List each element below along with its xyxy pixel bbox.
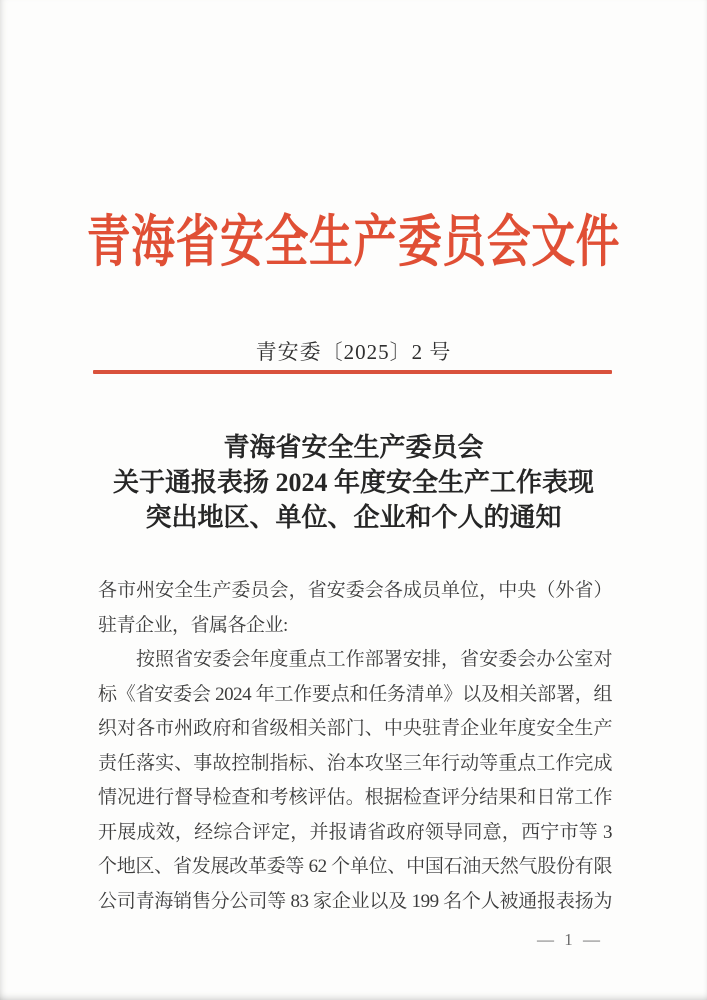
body-line: 责任落实、事故控制指标、治本攻坚三年行动等重点工作完成 — [98, 752, 612, 774]
body-line: 按照省安委会年度重点工作部署安排，省安委会办公室对 — [136, 649, 612, 670]
body-line: 公司青海销售分公司等 83 家企业以及 199 名个人被通报表扬为 — [98, 890, 612, 912]
body-line: 织对各市州政府和省级相关部门、中央驻青企业年度安全生产 — [98, 718, 612, 739]
document-body — [98, 574, 612, 919]
body-line: 开展成效，经综合评定，并报请省政府领导同意，西宁市等 3 — [98, 821, 612, 843]
document-title — [48, 430, 659, 535]
title-line: 突出地区、单位、企业和个人的通知 — [145, 503, 562, 532]
body-line: 驻青企业，省属各企业: — [98, 614, 288, 636]
body-line: 个地区、省发展改革委等 62 个单位、中国石油天然气股份有限 — [98, 856, 612, 877]
red-separator-rule — [93, 370, 612, 374]
letterhead-title: 青海省安全生产委员会文件 — [86, 212, 621, 274]
document-number: 青安委〔2025〕2 号 — [255, 340, 452, 364]
title-line: 关于通报表扬 2024 年度安全生产工作表现 — [112, 468, 594, 497]
body-line: 标《省安委会 2024 年工作要点和任务清单》以及相关部署，组 — [98, 683, 612, 705]
body-line: 各市州安全生产委员会，省安委会各成员单位，中央（外省） — [98, 580, 612, 601]
title-line: 青海省安全生产委员会 — [223, 433, 484, 462]
body-line: 情况进行督导检查和考核评估。根据检查评分结果和日常工作 — [98, 787, 612, 808]
page-number: — 1 — — [537, 930, 603, 949]
